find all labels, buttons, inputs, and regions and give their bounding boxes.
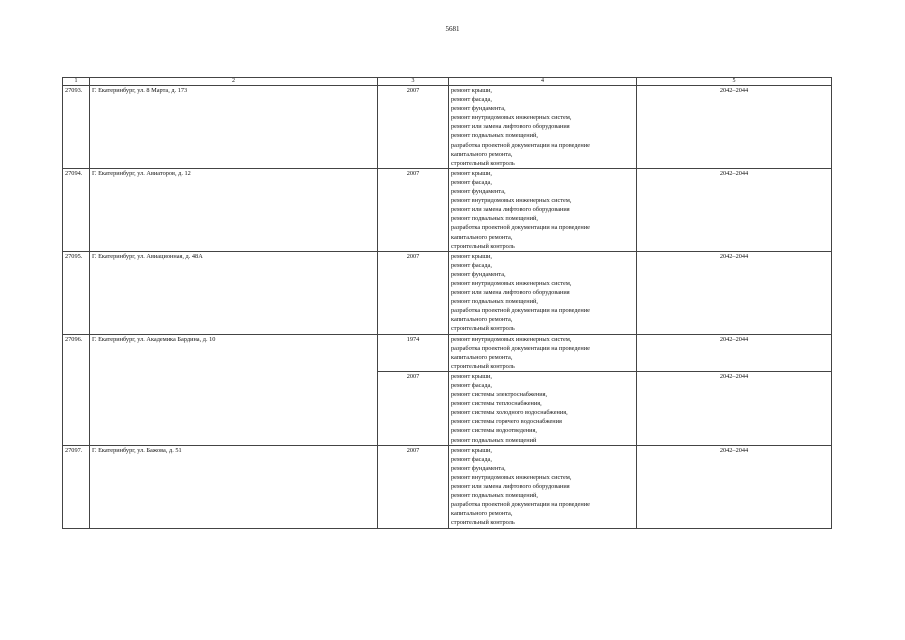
year-cell: 2007 (378, 168, 449, 251)
works-cell (449, 251, 637, 334)
work-item: строительный контроль (451, 159, 515, 167)
work-item: ремонт системы теплоснабжения, (451, 400, 542, 408)
table-row (63, 86, 832, 169)
work-item: ремонт системы электроснабжения, (451, 391, 548, 399)
table-row (63, 445, 832, 528)
address-cell: Г. Екатеринбург, ул. Академика Бардина, д. 10 (90, 334, 378, 445)
work-item: ремонт фундамента, (451, 188, 506, 196)
work-item: ремонт крыши, (451, 252, 493, 260)
work-item: ремонт фасада, (451, 261, 492, 269)
work-item: капитального ремонта, (451, 510, 513, 518)
work-item: строительный контроль (451, 242, 515, 250)
work-item: ремонт или замена лифтового оборудования (451, 289, 570, 297)
work-item: разработка проектной документации на проведение (451, 141, 590, 149)
table-row (63, 334, 832, 371)
row-number: 27095. (63, 251, 90, 334)
work-item: ремонт внутридомовых инженерных систем, (451, 197, 572, 205)
work-item: капитального ремонта, (451, 316, 513, 324)
works-cell (449, 445, 637, 528)
work-item: ремонт фасада, (451, 178, 492, 186)
period-cell: 2042–2044 (637, 251, 832, 334)
period-cell: 2042–2044 (637, 445, 832, 528)
works-cell (449, 334, 637, 371)
row-number: 27093. (63, 86, 90, 169)
work-item: капитального ремонта, (451, 150, 513, 158)
work-item: ремонт подвальных помещений, (451, 492, 538, 500)
table-body (63, 78, 832, 529)
address-cell: Г. Екатеринбург, ул. Авиационная, д. 48А (90, 251, 378, 334)
work-item: ремонт фундамента, (451, 105, 506, 113)
header-row (63, 78, 832, 86)
work-item: ремонт фасада, (451, 382, 492, 389)
work-item: ремонт фасада, (451, 96, 492, 104)
work-item: ремонт крыши, (451, 169, 493, 177)
work-item: ремонт подвальных помещений, (451, 132, 538, 140)
year-cell: 2007 (378, 86, 449, 169)
work-item: разработка проектной документации на проведение (451, 501, 590, 509)
work-item: ремонт или замена лифтового оборудования (451, 123, 570, 131)
work-item: ремонт системы водоотведения, (451, 427, 537, 435)
work-item: ремонт подвальных помещений (451, 436, 537, 444)
row-number: 27096. (63, 334, 90, 445)
header-cell: 4 (449, 78, 637, 86)
work-item: ремонт или замена лифтового оборудования (451, 206, 570, 214)
repair-schedule-table (62, 77, 832, 529)
work-item: ремонт внутридомовых инженерных систем, (451, 114, 572, 122)
year-cell: 1974 (378, 334, 449, 371)
works-cell (449, 371, 637, 445)
header-cell: 1 (63, 78, 90, 86)
works-cell (449, 86, 637, 169)
work-item: ремонт системы горячего водоснабжения (451, 418, 562, 426)
period-cell: 2042–2044 (637, 86, 832, 169)
work-item: ремонт фасада, (451, 455, 492, 463)
row-number: 27097. (63, 445, 90, 528)
work-item: ремонт или замена лифтового оборудования (451, 483, 570, 491)
address-cell: Г. Екатеринбург, ул. Авиаторов, д. 12 (90, 168, 378, 251)
works-cell (449, 168, 637, 251)
work-item: ремонт внутридомовых инженерных систем, (451, 473, 572, 481)
header-cell: 5 (637, 78, 832, 86)
work-item: разработка проектной документации на проведение (451, 344, 590, 352)
page-number: 5681 (445, 25, 460, 33)
work-item: ремонт системы холодного водоснабжения, (451, 409, 568, 417)
work-item: капитального ремонта, (451, 353, 513, 361)
period-cell: 2042–2044 (637, 334, 832, 371)
work-item: разработка проектной документации на проведение (451, 307, 590, 315)
work-item: ремонт подвальных помещений, (451, 215, 538, 223)
work-item: ремонт крыши, (451, 87, 493, 94)
work-item: ремонт фундамента, (451, 464, 506, 472)
work-item: ремонт внутридомовых инженерных систем, (451, 279, 572, 287)
year-cell: 2007 (378, 371, 449, 445)
header-cell: 3 (378, 78, 449, 86)
period-cell: 2042–2044 (637, 371, 832, 445)
work-item: ремонт крыши, (451, 446, 493, 454)
work-item: ремонт внутридомовых инженерных систем, (451, 335, 572, 343)
row-number: 27094. (63, 168, 90, 251)
address-cell: Г. Екатеринбург, ул. Бажова, д. 51 (90, 445, 378, 528)
work-item: ремонт подвальных помещений, (451, 298, 538, 306)
year-cell: 2007 (378, 445, 449, 528)
period-cell: 2042–2044 (637, 168, 832, 251)
table-row (63, 168, 832, 251)
work-item: разработка проектной документации на проведение (451, 224, 590, 232)
header-cell: 2 (90, 78, 378, 86)
work-item: строительный контроль (451, 362, 515, 370)
year-cell: 2007 (378, 251, 449, 334)
address-cell: Г. Екатеринбург, ул. 8 Марта, д. 173 (90, 86, 378, 169)
work-item: ремонт фундамента, (451, 270, 506, 278)
work-item: ремонт крыши, (451, 372, 493, 380)
table-row (63, 251, 832, 334)
work-item: строительный контроль (451, 519, 515, 527)
work-item: строительный контроль (451, 325, 515, 333)
work-item: капитального ремонта, (451, 233, 513, 241)
